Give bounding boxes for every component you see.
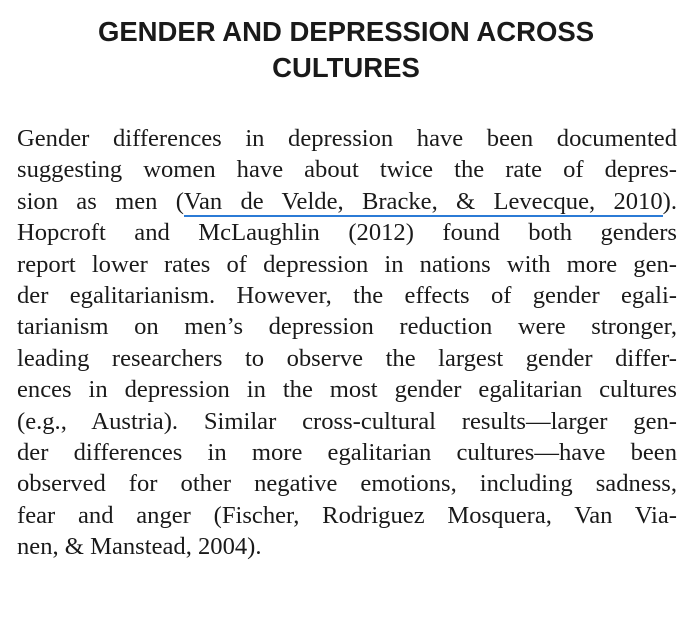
section-heading	[0, 14, 692, 86]
paragraph-line-3	[17, 186, 677, 217]
heading-line-2: CULTURES	[272, 52, 420, 83]
paragraph-line-4: Hopcroft and McLaughlin (2012) found both genders	[17, 219, 677, 247]
paragraph-line-7: tarianism on men’s depression reduction were stronger,	[17, 313, 677, 341]
paragraph-line-8: leading researchers to observe the largest gender differ-	[17, 344, 677, 372]
body-paragraph	[17, 123, 677, 562]
line-3-suffix: ).	[662, 187, 677, 215]
heading-line-1: GENDER AND DEPRESSION ACROSS	[97, 16, 595, 47]
paragraph-line-1: Gender differences in depression have been documented	[17, 125, 677, 152]
paragraph-line-6: der egalitarianism. However, the effects of gender egali-	[17, 281, 677, 309]
paragraph-line-9: ences in depression in the most gender egalitarian cultures	[17, 376, 677, 404]
paragraph-line-11: der differences in more egalitarian cultures—have been	[17, 438, 677, 466]
paragraph-line-5: report lower rates of depression in nations with more gen-	[17, 250, 677, 278]
paragraph-line-14: nen, & Manstead, 2004).	[17, 533, 262, 561]
paragraph-line-2: suggesting women have about twice the rate of depres-	[17, 156, 677, 184]
line-3-prefix: sion as men (	[17, 187, 184, 215]
paragraph-line-10: (e.g., Austria). Similar cross-cultural results—larger gen-	[17, 407, 677, 435]
paragraph-line-12: observed for other negative emotions, including sadness,	[17, 470, 677, 498]
paragraph-line-13: fear and anger (Fischer, Rodriguez Mosquera, Van Via-	[17, 501, 677, 529]
citation-link[interactable]: Van de Velde, Bracke, & Levecque, 2010	[183, 187, 663, 215]
